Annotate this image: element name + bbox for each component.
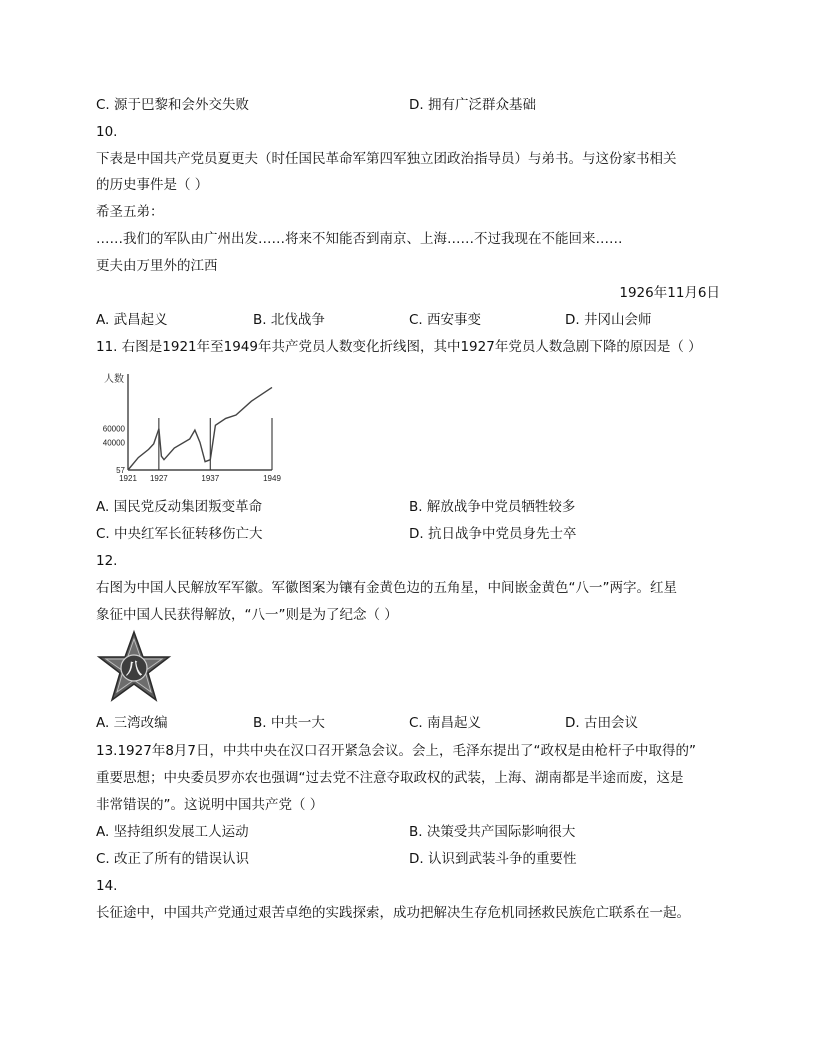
party-membership-line-chart: [96, 366, 281, 490]
q10-letter-date: 1926年11月6日: [619, 285, 720, 301]
q11-stem: 11. 右图是1921年至1949年共产党员人数变化折线图，其中1927年党员人数急剧下降的原因是（ ）: [96, 339, 702, 355]
q12-option-b: B. 中共一大: [253, 715, 325, 731]
q13-option-c: C. 改正了所有的错误认识: [96, 851, 250, 867]
q12-option-a: A. 三湾改编: [96, 715, 168, 731]
membership-series-line: [128, 387, 272, 470]
q10-stem-line1: 下表是中国共产党员夏更夫（时任国民革命军第四军独立团政治指导员）与弟书。与这份家书相关: [96, 151, 677, 167]
x-tick-label: 1937: [201, 474, 220, 483]
q10-option-b: B. 北伐战争: [253, 312, 325, 328]
y-tick-label: 60000: [102, 424, 125, 434]
q10-letter-signature: 更夫由万里外的江西: [96, 258, 218, 274]
chart-axes: [128, 374, 272, 470]
q13-option-b: B. 决策受共产国际影响很大: [409, 824, 576, 840]
q14-stem-line1: 长征途中，中国共产党通过艰苦卓绝的实践探索，成功把解决生存危机同拯救民族危亡联系在一起。: [96, 905, 690, 921]
q9-option-d: D. 拥有广泛群众基础: [409, 97, 536, 113]
q10-letter-body: ……我们的军队由广州出发……将来不知能否到南京、上海……不过我现在不能回来……: [96, 231, 623, 247]
q13-stem-line3: 非常错误的”。这说明中国共产党（ ）: [96, 797, 324, 813]
q10-option-d: D. 井冈山会师: [565, 312, 652, 328]
emblem-character: 八: [125, 661, 143, 678]
x-tick-label: 1927: [149, 474, 168, 483]
q10-letter-salutation: 希圣五弟：: [96, 204, 164, 220]
q10-option-c: C. 西安事变: [409, 312, 482, 328]
q11-option-c: C. 中央红军长征转移伤亡大: [96, 526, 263, 542]
q12-option-d: D. 古田会议: [565, 715, 638, 731]
q10-option-a: A. 武昌起义: [96, 312, 168, 328]
q12-stem-line1: 右图为中国人民解放军军徽。军徽图案为镶有金黄色边的五角星，中间嵌金黄色“八一”两字。红星: [96, 580, 677, 596]
q13-stem-line2: 重要思想；中央委员罗亦农也强调“过去党不注意夺取政权的武装，上海、湖南都是半途而废，这是: [96, 770, 684, 786]
pla-emblem-star-icon: [97, 630, 171, 704]
x-tick-label: 1921: [119, 474, 137, 483]
q11-option-b: B. 解放战争中党员牺牲较多: [409, 499, 576, 515]
x-tick-label: 1949: [263, 474, 281, 483]
q14-number: 14.: [96, 878, 118, 894]
q11-option-a: A. 国民党反动集团叛变革命: [96, 499, 263, 515]
q13-option-a: A. 坚持组织发展工人运动: [96, 824, 249, 840]
y-axis-label: 人数: [104, 374, 124, 385]
q12-number: 12.: [96, 553, 118, 569]
q12-stem-line2: 象征中国人民获得解放，“八一”则是为了纪念（ ）: [96, 607, 398, 623]
x-tick-labels: [119, 474, 281, 483]
q12-option-c: C. 南昌起义: [409, 715, 482, 731]
q13-option-d: D. 认识到武装斗争的重要性: [409, 851, 577, 867]
q9-option-c: C. 源于巴黎和会外交失败: [96, 97, 250, 113]
y-tick-label: 57: [116, 465, 125, 475]
y-tick-labels: [103, 425, 126, 475]
q11-option-d: D. 抗日战争中党员身先士卒: [409, 526, 577, 542]
q10-number: 10.: [96, 124, 118, 140]
q13-stem-line1: 13.1927年8月7日，中共中央在汉口召开紧急会议。会上，毛泽东提出了“政权是由枪杆子中取得的”: [96, 743, 696, 759]
y-tick-label: 40000: [102, 438, 125, 448]
q10-stem-line2: 的历史事件是（ ）: [96, 177, 209, 193]
